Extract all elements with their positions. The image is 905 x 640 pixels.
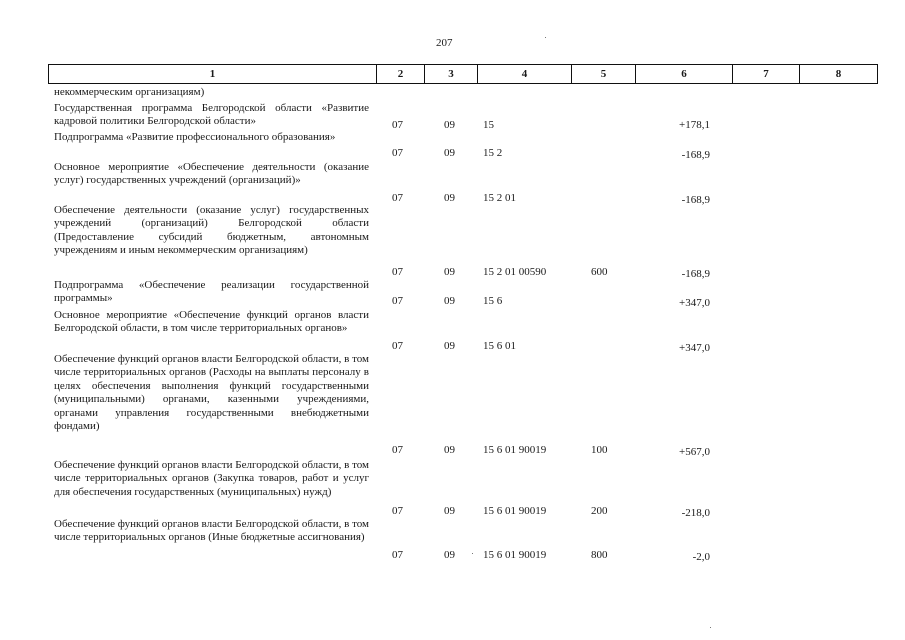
section-code: 07 [392, 119, 403, 131]
amount-change: +178,1 [679, 119, 710, 131]
column-header-4: 4 [477, 65, 571, 83]
subsection-code: 09 [444, 295, 455, 307]
row-description: Обеспечение функций органов власти Белгородской области, в том числе территориальных органов (Иные бюджетные ассигнования) [54, 518, 369, 544]
scan-speck [545, 37, 546, 38]
section-code: 07 [392, 295, 403, 307]
row-description: Обеспечение деятельности (оказание услуг) государственных учреждений (организаций) Белгородской области (Предоставление субсидий бюджетным, автономным учреждениям и иным некоммерческим организациям) [54, 204, 369, 257]
subsection-code: 09 [444, 340, 455, 352]
column-header-2: 2 [376, 65, 424, 83]
row-description: Государственная программа Белгородской области «Развитие кадровой политики Белгородской области» [54, 102, 369, 128]
amount-change: -2,0 [692, 551, 710, 563]
target-article-code: 15 6 [483, 295, 503, 307]
expense-type-code: 100 [591, 444, 608, 456]
subsection-code: 09 [444, 119, 455, 131]
target-article-code: 15 6 01 [483, 340, 516, 352]
target-article-code: 15 [483, 119, 494, 131]
column-header-5: 5 [571, 65, 635, 83]
subsection-code: 09 [444, 266, 455, 278]
target-article-code: 15 2 01 [483, 192, 516, 204]
expense-type-code: 200 [591, 505, 608, 517]
section-code: 07 [392, 192, 403, 204]
target-article-code: 15 6 01 90019 [483, 549, 547, 561]
amount-change: -168,9 [681, 268, 710, 280]
section-code: 07 [392, 549, 403, 561]
row-description: Подпрограмма «Обеспечение реализации государственной программы» [54, 279, 369, 305]
section-code: 07 [392, 147, 403, 159]
amount-change: -168,9 [681, 149, 710, 161]
subsection-code: 09 [444, 147, 455, 159]
row-description: Обеспечение функций органов власти Белгородской области, в том числе территориальных органов (Расходы на выплаты персоналу в целях обеспечения выполнения функций государственными (муниципальными) органами, казенными учреждениями, органами управления государственными внебюджетными фондами) [54, 353, 369, 433]
section-code: 07 [392, 340, 403, 352]
row-description: Обеспечение функций органов власти Белгородской области, в том числе территориальных органов (Закупка товаров, работ и услуг для обеспечения государственных (муниципальных) нужд) [54, 459, 369, 498]
subsection-code: 09 [444, 444, 455, 456]
column-header-1: 1 [209, 68, 216, 80]
column-header-3: 3 [424, 65, 477, 83]
scan-speck [710, 627, 711, 628]
column-header-6: 6 [635, 65, 732, 83]
table-column-header [48, 64, 878, 84]
scan-speck [472, 553, 473, 554]
expense-type-code: 800 [591, 549, 608, 561]
page-number: 207 [436, 37, 453, 49]
target-article-code: 15 2 01 00590 [483, 266, 547, 278]
target-article-code: 15 6 01 90019 [483, 505, 547, 517]
target-article-code: 15 6 01 90019 [483, 444, 547, 456]
column-header-8: 8 [799, 65, 877, 83]
expense-type-code: 600 [591, 266, 608, 278]
amount-change: -168,9 [681, 194, 710, 206]
subsection-code: 09 [444, 505, 455, 517]
subsection-code: 09 [444, 192, 455, 204]
amount-change: +347,0 [679, 342, 710, 354]
row-description: Основное мероприятие «Обеспечение деятельности (оказание услуг) государственных учреждений (организаций)» [54, 161, 369, 187]
amount-change: +567,0 [679, 446, 710, 458]
subsection-code: 09 [444, 549, 455, 561]
section-code: 07 [392, 505, 403, 517]
row-description: Основное мероприятие «Обеспечение функций органов власти Белгородской области, в том числе территориальных органов» [54, 309, 369, 335]
column-header-7: 7 [732, 65, 799, 83]
amount-change: -218,0 [681, 507, 710, 519]
target-article-code: 15 2 [483, 147, 503, 159]
section-code: 07 [392, 444, 403, 456]
section-code: 07 [392, 266, 403, 278]
amount-change: +347,0 [679, 297, 710, 309]
row-description: Подпрограмма «Развитие профессионального образования» [54, 131, 336, 143]
continuation-text: некоммерческим организациям) [54, 86, 205, 98]
